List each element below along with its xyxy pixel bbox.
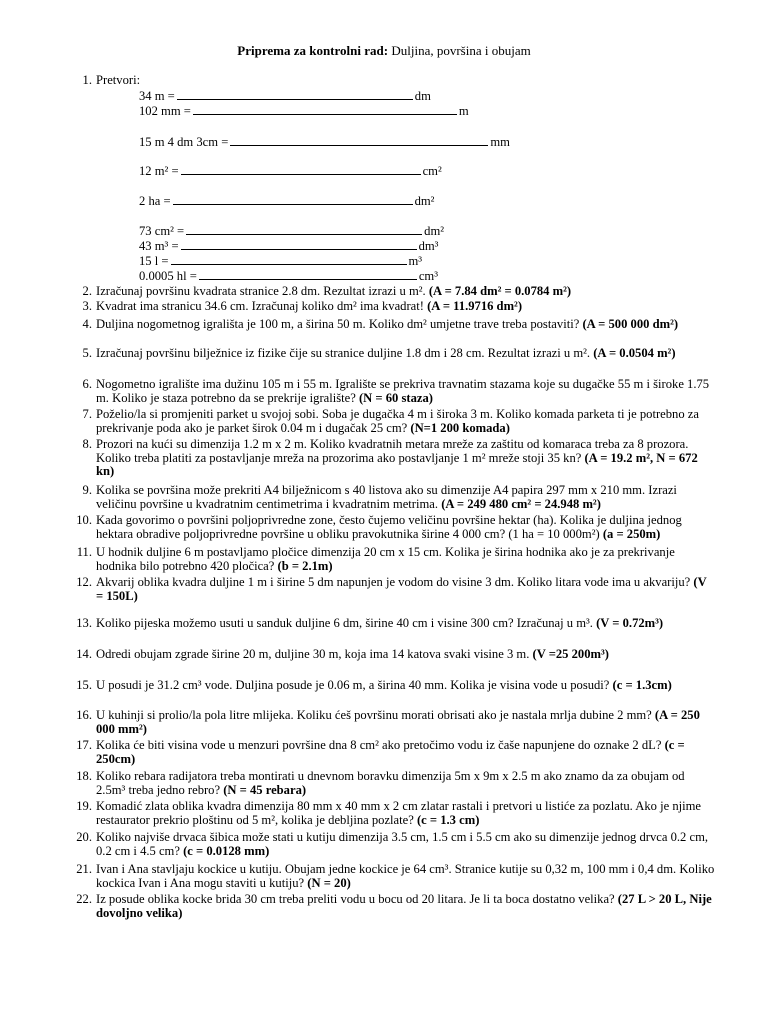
question-number: 1. xyxy=(82,73,92,87)
question-4 xyxy=(82,317,716,332)
question-answer: (c = 0.0128 mm) xyxy=(183,843,270,858)
question-answer: (A = 19.2 m², N = 672 kn) xyxy=(96,450,698,479)
question-number: 8. xyxy=(82,437,92,451)
conversion-line xyxy=(139,269,438,284)
question-text: Poželio/la si promjeniti parket u svojoj sobi. Soba je dugačka 4 m i široka 3 m. Koliko komada parketa ti je potrebno za prekrivanje poda ako je parket širok 0.04 m i dugačak 25 cm? xyxy=(96,407,699,435)
question-number: 16. xyxy=(76,708,92,722)
conversion-unit: dm xyxy=(414,89,431,103)
question-number: 2. xyxy=(82,284,92,298)
question-text: Akvarij oblika kvadra duljine 1 m i širine 5 dm napunjen je vodom do visine 3 dm. Koliko litara vode ima u akvariju? xyxy=(96,575,694,589)
question-number: 9. xyxy=(82,483,92,497)
question-text: Iz posude oblika kocke brida 30 cm treba preliti vodu u bocu od 20 litara. Je li ta boca dostatno velika? xyxy=(96,892,618,906)
page-title xyxy=(0,44,768,58)
question-text: Izračunaj površinu bilježnice iz fizike čije su stranice duljine 1.8 dm i 28 cm. Rezultat izrazi u m². xyxy=(96,346,594,360)
question-3 xyxy=(82,299,716,314)
conversion-line xyxy=(139,254,422,269)
conversion-line xyxy=(139,104,469,119)
question-text: Nogometno igralište ima dužinu 105 m i 55 m. Igralište se prekriva travnatim stazama koje su dugačke 55 m i široke 1.75 m. Koliko je staza potrebno da se prekrije igralište? xyxy=(96,377,710,405)
question-number: 17. xyxy=(76,738,92,752)
question-answer: (b = 2.1m) xyxy=(277,558,333,573)
conversion-left: 15 l = xyxy=(139,254,169,268)
answer-blank[interactable] xyxy=(199,269,417,280)
answer-blank[interactable] xyxy=(186,224,422,235)
answer-blank[interactable] xyxy=(177,89,413,100)
conversion-left: 2 ha = xyxy=(139,194,171,208)
question-15 xyxy=(76,678,716,693)
question-21 xyxy=(76,862,716,890)
question-number: 5. xyxy=(82,346,92,360)
question-text: U hodnik duljine 6 m postavljamo pločice dimenzija 20 cm x 15 cm. Kolika je širina hodnika ako je za prekrivanje hodnika bilo potrebno 420 pločica? xyxy=(96,545,675,573)
question-answer: (N = 20) xyxy=(307,875,351,890)
conversion-unit: dm² xyxy=(414,194,435,208)
question-number: 11. xyxy=(76,545,92,559)
question-answer: (A = 250 000 mm²) xyxy=(96,708,700,736)
conversion-left: 0.0005 hl = xyxy=(139,269,197,283)
question-number: 18. xyxy=(76,769,92,783)
question-text: Koliko pijeska možemo usuti u sanduk duljine 6 dm, širine 40 cm i visine 300 cm? Izračunaj u m³. xyxy=(96,616,597,630)
conversion-left: 43 m³ = xyxy=(139,239,179,253)
conversion-unit: dm² xyxy=(424,224,445,238)
answer-blank[interactable] xyxy=(181,239,417,250)
answer-blank[interactable] xyxy=(230,135,488,146)
conversion-unit: cm³ xyxy=(418,269,438,283)
conversion-unit: cm² xyxy=(422,164,442,178)
question-5 xyxy=(82,346,716,361)
question-16 xyxy=(76,708,716,736)
conversion-line xyxy=(139,194,434,209)
question-text: Kolika se površina može prekriti A4 bilježnicom s 40 listova ako su dimenzije A4 papira 297 mm x 210 mm. Izrazi veličinu površine u kvadratnim centimetrima i kvadratnim metrima. xyxy=(96,483,677,511)
conversion-line xyxy=(139,224,444,239)
question-8 xyxy=(82,437,716,479)
conversion-left: 15 m 4 dm 3cm = xyxy=(139,135,229,149)
question-17 xyxy=(76,738,716,766)
question-number: 22. xyxy=(76,892,92,906)
question-answer: (V = 150L) xyxy=(96,575,707,603)
conversion-unit: m xyxy=(458,104,469,118)
question-7 xyxy=(82,407,716,435)
question-text: Duljina nogometnog igrališta je 100 m, a širina 50 m. Koliko dm² umjetne trave treba postaviti? xyxy=(96,317,583,331)
question-number: 7. xyxy=(82,407,92,421)
question-answer: (A = 7.84 dm² = 0.0784 m²) xyxy=(428,284,572,298)
question-answer: (A = 0.0504 m²) xyxy=(593,346,676,360)
question-number: 13. xyxy=(76,616,92,630)
title-rest: Duljina, površina i obujam xyxy=(388,43,531,58)
question-18 xyxy=(76,769,716,797)
question-14 xyxy=(76,647,716,662)
question-answer: (N=1 200 komada) xyxy=(410,420,510,435)
question-2 xyxy=(82,284,716,299)
question-answer: (A = 500 000 dm²) xyxy=(582,317,679,331)
answer-blank[interactable] xyxy=(181,164,421,175)
question-answer: (A = 249 480 cm² = 24.948 m²) xyxy=(441,496,601,511)
question-text: Kolika će biti visina vode u menzuri površine dna 8 cm² ako pretočimo vodu iz čaše napunjene do oznake 2 dL? xyxy=(96,738,665,752)
question-number: 6. xyxy=(82,377,92,391)
question-text: Odredi obujam zgrade širine 20 m, duljine 30 m, koja ima 14 katova svaki visine 3 m. xyxy=(96,647,533,661)
question-answer: (a = 250m) xyxy=(602,526,661,541)
question-answer: (A = 11.9716 dm²) xyxy=(427,299,523,313)
question-number: 20. xyxy=(76,830,92,844)
question-number: 19. xyxy=(76,799,92,813)
question-answer: (V = 0.72m³) xyxy=(596,616,664,630)
conversion-line xyxy=(139,135,510,150)
question-answer: (c = 1.3cm) xyxy=(612,678,672,692)
question-number: 12. xyxy=(76,575,92,589)
conversion-unit: mm xyxy=(490,135,510,149)
question-19 xyxy=(76,799,716,827)
question-answer: (N = 60 staza) xyxy=(358,390,433,405)
question-text: Koliko rebara radijatora treba montirati u dnevnom boravku dimenzija 5m x 9m x 2.5 m ako znamo da za obujam od 2.5m³ treba jedno rebro? xyxy=(96,769,685,797)
conversion-line xyxy=(139,164,442,179)
question-label: Pretvori: xyxy=(96,73,141,87)
conversion-line xyxy=(139,239,438,254)
question-answer: (c = 250cm) xyxy=(96,738,685,766)
question-text: Komadić zlata oblika kvadra dimenzija 80 mm x 40 mm x 2 cm zlatar rastali i pretvori u listiće za pozlatu. Ako je njime restaurator prekrio ploštinu od 5 m², kolika je debljina pozlate? xyxy=(96,799,702,827)
conversion-unit: dm³ xyxy=(418,239,439,253)
question-text: U posudi je 31.2 cm³ vode. Duljina posude je 0.06 m, a širina 40 mm. Kolika je visina vode u posudi? xyxy=(96,678,613,692)
answer-blank[interactable] xyxy=(173,194,413,205)
question-number: 4. xyxy=(82,317,92,331)
conversion-left: 73 cm² = xyxy=(139,224,185,238)
conversion-left: 12 m² = xyxy=(139,164,179,178)
question-20 xyxy=(76,830,716,858)
question-answer: (27 L > 20 L, Nije dovoljno velika) xyxy=(96,892,712,920)
question-text: U kuhinji si prolio/la pola litre mlijeka. Koliku ćeš površinu morati obrisati ako je nastala mrlja dubine 2 mm? xyxy=(96,708,655,722)
answer-blank[interactable] xyxy=(193,104,457,115)
conversion-line xyxy=(139,89,431,104)
question-10 xyxy=(76,513,716,541)
question-text: Kvadrat ima stranicu 34.6 cm. Izračunaj koliko dm² ima kvadrat! xyxy=(96,299,428,313)
question-13 xyxy=(76,616,716,631)
question-text: Koliko najviše drvaca šibica može stati u kutiju dimenzija 3.5 cm, 1.5 cm i 5.5 cm ako su dimenzije jednog drvca 0.2 cm, 0.2 cm i 4.5 cm? xyxy=(96,830,709,858)
question-answer: (N = 45 rebara) xyxy=(223,782,307,797)
question-answer: (c = 1.3 cm) xyxy=(416,812,480,827)
question-1 xyxy=(82,73,716,88)
title-bold: Priprema za kontrolni rad: xyxy=(237,43,389,58)
question-text: Izračunaj površinu kvadrata stranice 2.8 dm. Rezultat izrazi u m². xyxy=(96,284,429,298)
question-6 xyxy=(82,377,716,405)
question-11 xyxy=(76,545,716,573)
question-number: 14. xyxy=(76,647,92,661)
question-number: 15. xyxy=(76,678,92,692)
conversion-left: 34 m = xyxy=(139,89,175,103)
conversion-left: 102 mm = xyxy=(139,104,191,118)
question-number: 10. xyxy=(76,513,92,527)
question-9 xyxy=(82,483,716,511)
question-22 xyxy=(76,892,716,920)
question-answer: (V =25 200m³) xyxy=(532,647,609,661)
question-text: Prozori na kući su dimenzija 1.2 m x 2 m. Koliko kvadratnih metara mreže za zaštitu od komaraca treba za 8 prozora. Koliko treba platiti za postavljanje mreža na prozorima ako postavljanje 1 m² mreže stoji 35 kn? xyxy=(96,437,689,465)
question-12 xyxy=(76,575,716,603)
answer-blank[interactable] xyxy=(171,254,407,265)
question-text: Kada govorimo o površini poljoprivredne zone, često čujemo veličinu površine hektar (ha). Kolika je duljina jednog hektara obradive poljoprivredne površine u obliku pravokutnika širine 4 000 cm? (1 ha = 10 000m²) xyxy=(96,513,682,541)
question-text: Ivan i Ana stavljaju kockice u kutiju. Obujam jedne kockice je 64 cm³. Stranice kutije su 0,32 m, 100 mm i 0,4 dm. Koliko kockica Ivan i Ana mogu staviti u kutiju? xyxy=(96,862,715,890)
question-number: 21. xyxy=(76,862,92,876)
conversion-unit: m³ xyxy=(408,254,423,268)
question-number: 3. xyxy=(82,299,92,313)
